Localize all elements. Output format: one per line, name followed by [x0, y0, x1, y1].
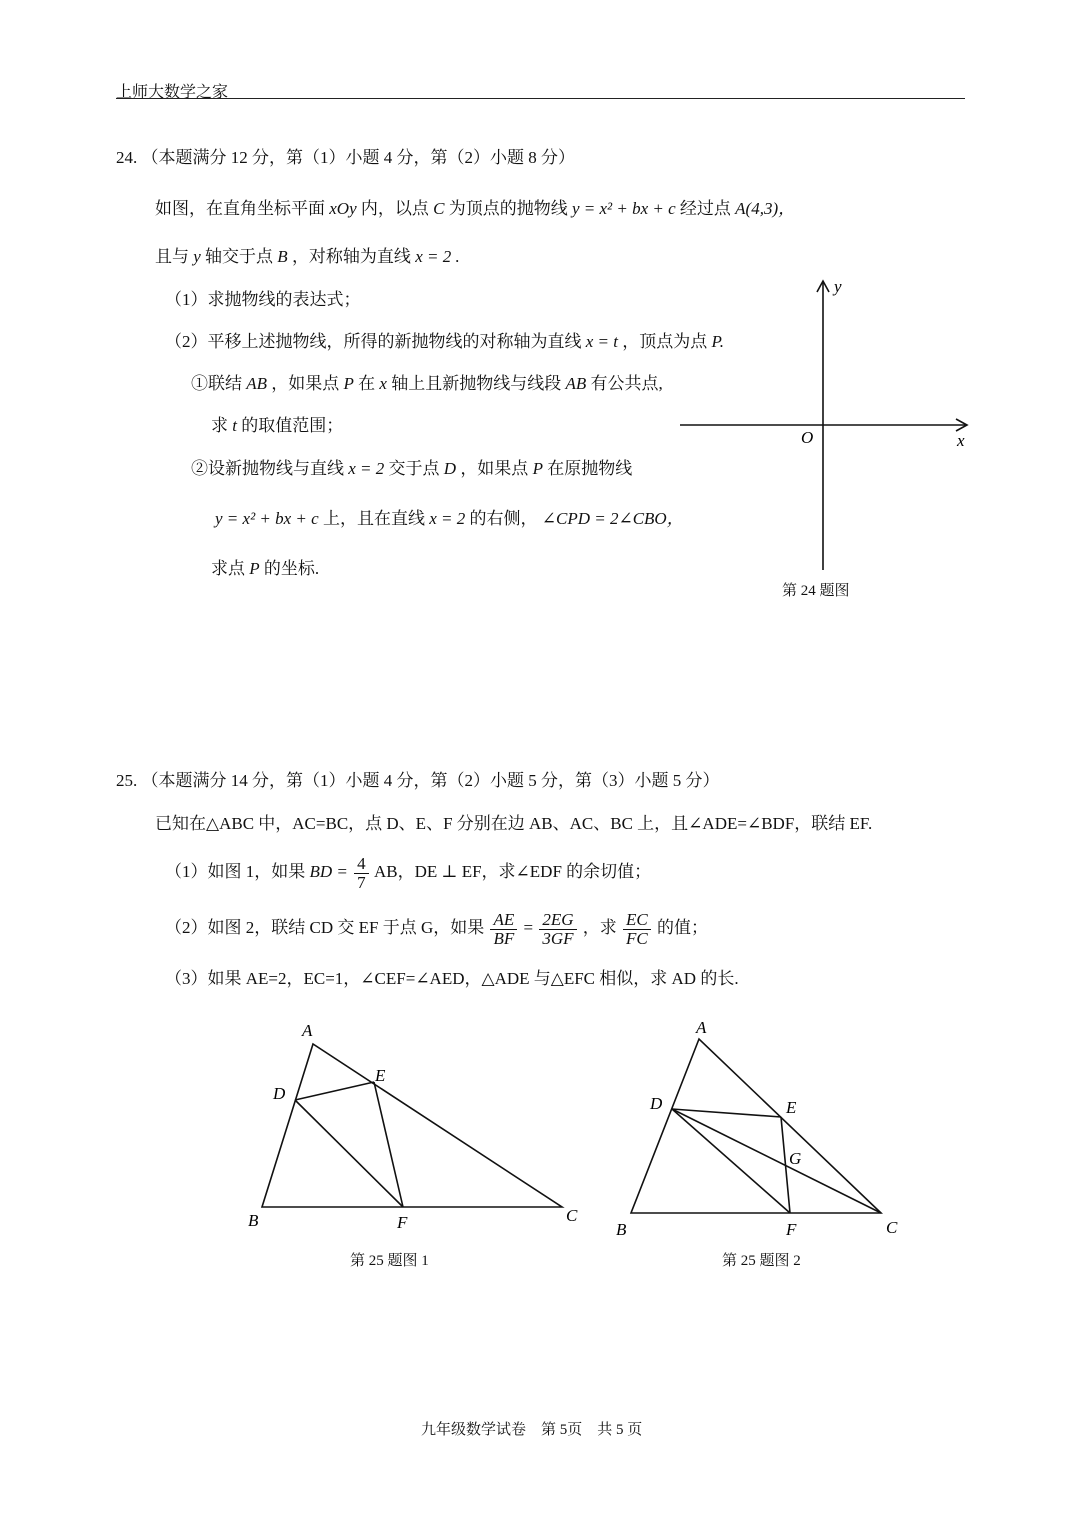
fraction-numerator: EC: [623, 911, 651, 930]
q24-figure-caption: 第 24 题图: [782, 583, 850, 599]
q24-text: 经过点: [679, 199, 731, 218]
q24-part2: [165, 331, 724, 353]
q24-sub2-ask: [211, 558, 319, 580]
q24-math: y: [193, 247, 201, 266]
q24-text: 如图，在直角坐标平面: [155, 199, 325, 218]
q24-text: 且与: [155, 247, 189, 266]
q24-equation: y = x² + bx + c: [571, 199, 676, 218]
fraction-denominator: 7: [357, 872, 366, 892]
fraction-2eg-3gf: [539, 911, 576, 948]
triangle-abc: [262, 1044, 562, 1207]
q24-stem-line1: [155, 198, 795, 220]
q25-text: （1）如图 1，如果: [165, 862, 306, 881]
q25-number: 25.: [116, 771, 138, 790]
fraction-denominator: FC: [626, 928, 648, 948]
q24-math: AB: [565, 374, 587, 393]
q24-math: P.: [711, 332, 724, 351]
q24-text: （2）平移上述抛物线，所得的新抛物线的对称轴为直线: [165, 332, 582, 351]
origin-label: O: [801, 428, 814, 447]
fraction-numerator: 4: [354, 855, 369, 874]
q24-text: ，对称轴为直线: [291, 247, 411, 266]
page-footer: 九年级数学试卷 第 5页 共 5 页: [421, 1422, 643, 1438]
q24-text: ②设新抛物线与直线: [191, 459, 344, 478]
q24-text: 的取值范围；: [241, 416, 344, 435]
q25-text: （2）如图 2，联结 CD 交 EF 于点 G，如果: [165, 918, 485, 937]
q24-score: （本题满分 12 分，第（1）小题 4 分，第（2）小题 8 分）: [141, 148, 575, 167]
fraction-4-7: [354, 855, 369, 892]
q24-text: 内，以点: [360, 199, 429, 218]
q24-sub1: [191, 373, 663, 395]
label-a: A: [696, 1018, 707, 1037]
q24-point: A(4,3)，: [735, 199, 796, 218]
q24-math: P: [249, 559, 260, 578]
q24-text: 轴交于点: [205, 247, 274, 266]
label-a: A: [302, 1021, 313, 1040]
segment-dc: [672, 1109, 881, 1213]
q24-text: 求点: [211, 559, 245, 578]
label-c: C: [886, 1218, 898, 1237]
q24-text: 的坐标.: [263, 559, 320, 578]
triangle-abc: [631, 1039, 881, 1213]
label-d: D: [650, 1094, 663, 1113]
fraction-numerator: AE: [490, 911, 517, 930]
q25-part1: [165, 852, 651, 892]
fraction-denominator: 3GF: [542, 928, 574, 948]
header-rule: [116, 98, 965, 99]
q24-math: B: [277, 247, 288, 266]
page-header: 上师大数学之家: [116, 84, 229, 101]
q25-score: （本题满分 14 分，第（1）小题 4 分，第（2）小题 5 分，第（3）小题 5 分）: [141, 771, 720, 790]
q24-stem-line2: [155, 246, 460, 268]
q24-text: ，顶点为点: [622, 332, 708, 351]
fraction-ae-bf: [490, 911, 517, 948]
q24-axes-figure: [670, 275, 980, 605]
q24-angle-condition: ∠CPD = 2∠CBO，: [541, 509, 684, 528]
q25-figure-2-caption: 第 25 题图 2: [722, 1253, 801, 1269]
q24-text: 轴上且新抛物线与线段: [391, 374, 562, 393]
q24-text: 在原抛物线: [547, 459, 633, 478]
fraction-numerator: 2EG: [539, 911, 576, 930]
label-f: F: [397, 1213, 408, 1232]
segment-df: [295, 1100, 403, 1207]
q24-text: ，如果点: [271, 374, 340, 393]
q25-text: ，求: [582, 918, 617, 937]
label-g: G: [789, 1149, 802, 1168]
q24-equation: x = 2: [429, 509, 466, 528]
q25-text: AB，DE ⊥ EF，求∠EDF 的余切值；: [373, 862, 652, 881]
q24-text: ①联结: [191, 374, 242, 393]
q24-number: 24.: [116, 148, 138, 167]
q24-text: ，如果点: [460, 459, 529, 478]
q24-equation: x = t: [585, 332, 618, 351]
q24-text: 上，且在直线: [322, 509, 425, 528]
segment-de: [295, 1082, 374, 1100]
q25-figure-2: [610, 1015, 920, 1245]
fraction-denominator: BF: [493, 928, 515, 948]
label-d: D: [273, 1084, 286, 1103]
q25-stem: 已知在△ABC 中，AC=BC，点 D、E、F 分别在边 AB、AC、BC 上，且∠ADE=∠BDF，联结 EF.: [155, 814, 873, 833]
q25-text: 的值；: [657, 918, 709, 937]
label-f: F: [786, 1220, 797, 1239]
q24-math: t: [232, 416, 237, 435]
q24-sub2-cont: [215, 508, 684, 530]
label-e: E: [375, 1066, 386, 1085]
q24-text: 交于点: [388, 459, 440, 478]
label-b: B: [616, 1220, 627, 1239]
segment-de: [672, 1109, 781, 1117]
q24-part1: （1）求抛物线的表达式；: [165, 290, 361, 309]
y-axis-label: y: [834, 277, 842, 296]
q24-equation: x = 2: [348, 459, 385, 478]
q25-heading: [116, 770, 720, 792]
q24-math: C: [433, 199, 445, 218]
q24-text: 的右侧，: [469, 509, 538, 528]
label-e: E: [786, 1098, 797, 1117]
q24-equation: y = x² + bx + c: [215, 509, 319, 528]
q24-text: 为顶点的抛物线: [448, 199, 568, 218]
q24-math: P: [343, 374, 354, 393]
q24-math: P: [532, 459, 543, 478]
q24-equation: x = 2 .: [415, 247, 460, 266]
fraction-ec-fc: [623, 911, 651, 948]
q25-text: =: [523, 918, 534, 937]
q24-sub2: [191, 458, 632, 480]
label-c: C: [566, 1206, 578, 1225]
q24-math: x: [379, 374, 387, 393]
label-b: B: [248, 1211, 259, 1230]
q24-text: 有公共点,: [590, 374, 663, 393]
q25-part2: [165, 908, 708, 948]
q24-math: D: [443, 459, 457, 478]
q25-figure-1: [240, 1015, 590, 1240]
q24-text: 在: [358, 374, 376, 393]
q24-sub1-cont: [211, 415, 343, 437]
q24-math: AB: [246, 374, 268, 393]
x-axis-label: x: [957, 431, 965, 450]
q24-math: xOy: [329, 199, 357, 218]
q25-figure-1-caption: 第 25 题图 1: [350, 1253, 429, 1269]
segment-df: [672, 1109, 790, 1213]
q25-math: BD =: [309, 862, 348, 881]
q25-part3: （3）如果 AE=2，EC=1，∠CEF=∠AED，△ADE 与△EFC 相似，求 AD 的长.: [165, 969, 739, 988]
q24-heading: [116, 147, 575, 169]
q24-text: 求: [211, 416, 228, 435]
